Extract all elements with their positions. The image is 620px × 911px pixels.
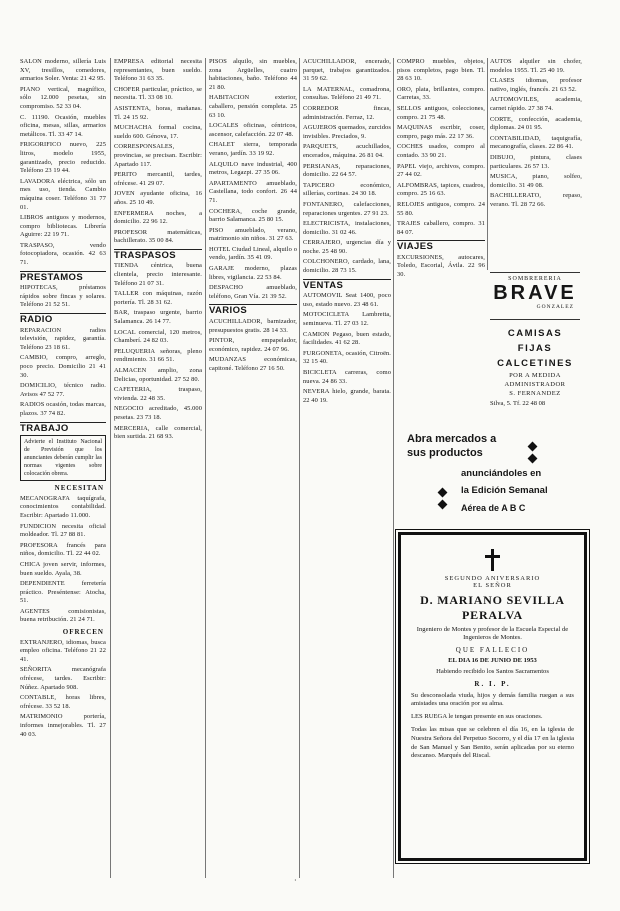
brave-logo-text: BRAVE xyxy=(493,282,577,304)
obituary-anniversary: SEGUNDO ANIVERSARIO xyxy=(444,575,541,582)
classified-ad: ASISTENTA, horas, mañanas. Tl. 24 15 92. xyxy=(114,104,202,121)
classified-ad: ACUCHILLADOR, encerado, parquet, trabajos garantizados. 31 59 62. xyxy=(303,58,391,83)
classified-ad: CAMION Pegaso, buen estado, facilidades. 41 62 28. xyxy=(303,330,391,347)
promo-line-3: anunciándoles en xyxy=(461,468,542,479)
shirts-line-3: CALCETINES xyxy=(497,358,573,369)
shirts-ad xyxy=(490,326,580,407)
classified-ad: BACHILLERATO, repaso, verano. Tl. 28 72 66. xyxy=(490,192,582,208)
classified-ad: ORO, plata, brillantes, compro. Carretas, 33. xyxy=(397,85,485,102)
obituary-details: Todas las misas que se celebren el día 16, en la iglesia de Nuestra Señora del Perpetuo Socorro, y el día 17 en la iglesia de San Manuel y San Benito, serán aplicadas por su eterno descanso. Marqués del Riscal. xyxy=(411,726,574,760)
promo-line-2: sus productos xyxy=(407,447,483,459)
classified-ad: MAQUINAS escribir, coser, compro, pago más. 22 17 36. xyxy=(397,124,485,140)
shirts-line-5: ADMINISTRADOR xyxy=(504,381,566,388)
promo-line-5: Aérea de A B C xyxy=(461,503,526,513)
classified-ad: TRASPASO, vendo fotocopiadora, ocasión. 42 63 71. xyxy=(20,241,106,267)
obituary-name-line-1: D. MARIANO SEVILLA xyxy=(420,593,565,607)
classifieds-column-2 xyxy=(114,58,202,898)
classified-ad: TAPICERO económico, sillerías, cortinas. 24 30 18. xyxy=(303,181,391,198)
diamond-ornament-icon xyxy=(438,488,448,498)
subheading-ofrecen: OFRECEN xyxy=(62,628,104,637)
classified-ad: AUTOMOVIL Seat 1400, poco uso, estado nuevo. 23 48 61. xyxy=(303,292,391,308)
diamond-ornament-icon xyxy=(528,442,538,452)
classified-ad: COMPRO muebles, objetos, pisos completos, pago bien. Tl. 28 63 10. xyxy=(397,58,485,83)
abc-air-edition-promo xyxy=(397,425,582,523)
classified-ad: CERRAJERO, urgencias día y noche. 25 48 90. xyxy=(303,239,391,255)
classified-ad: SELLOS antiguos, colecciones, compro. 21 75 48. xyxy=(397,104,485,121)
classified-ad: MATRIMONIO portería, informes inmejorables. Tl. 27 40 03. xyxy=(20,713,106,738)
classified-ad: HOTEL Ciudad Lineal, alquilo o vendo, jardín. 35 41 09. xyxy=(209,245,297,262)
section-heading-radio: RADIO xyxy=(20,313,106,325)
section-heading-trabajo: TRABAJO xyxy=(20,422,106,434)
classified-ad: APARTAMENTO amueblado, Castellana, todo confort. 26 44 71. xyxy=(209,179,297,204)
classified-ad: PINTOR, empapelador, económico, rapidez. 24 07 96. xyxy=(209,337,297,353)
classified-ad: SALON moderno, sillería Luis XV, tresillos, comedores, armarios Soler. Venta: 21 42 95. xyxy=(20,58,106,83)
cross-icon xyxy=(483,549,503,571)
classified-ad: AUTOS alquiler sin chofer, modelos 1955. Tl. 25 40 19. xyxy=(490,58,582,74)
classifieds-column-6 xyxy=(490,58,582,268)
classified-ad: DEPENDIENTE ferretería práctico. Preséntense: Atocha, 51. xyxy=(20,580,106,605)
classified-ad: CHOFER particular, práctico, se necesita. Tl. 33 08 10. xyxy=(114,85,202,102)
classified-ad: DESPACHO amueblado, teléfono, Gran Vía. 21 39 52. xyxy=(209,284,297,300)
classified-ad: NEGOCIO acreditado, 45.000 pesetas. 23 73 18. xyxy=(114,405,202,421)
classified-ad: TIENDA céntrica, buena clientela, precio interesante. Teléfono 21 07 31. xyxy=(114,262,202,287)
classified-ad: ALMACEN amplio, zona Delicias, oportunidad. 27 52 80. xyxy=(114,367,202,383)
classified-ad: DIBUJO, pintura, clases particulares. 26 57 13. xyxy=(490,153,582,170)
column-rule xyxy=(110,58,111,878)
shirts-line-4: POR A MEDIDA xyxy=(509,372,561,379)
section-heading-ventas: VENTAS xyxy=(303,279,391,291)
classified-ad: CONTABILIDAD, taquigrafía, mecanografía, clases. 22 86 41. xyxy=(490,134,582,151)
classified-ad: CONTABLE, horas libres, ofrécese. 33 52 18. xyxy=(20,694,106,710)
classified-ad: LAVADORA eléctrica, sólo un mes uso, tienda. Cambio máquina coser. Teléfono 31 77 01. xyxy=(20,177,106,211)
classified-ad: MUDANZAS económicas, capitoné. Teléfono 27 16 50. xyxy=(209,356,297,372)
classified-ad: LA MATERNAL, comadrona, consultas. Teléfono 21 49 71. xyxy=(303,85,391,102)
classified-ad: CLASES idiomas, profesor nativo, inglés, francés. 21 63 52. xyxy=(490,77,582,93)
classified-ad: EMPRESA editorial necesita representantes, buen sueldo. Teléfono 31 63 35. xyxy=(114,58,202,83)
classified-ad: RELOJES antiguos, compro. 24 55 80. xyxy=(397,200,485,217)
classified-ad: COCHERA, coche grande, barrio Salamanca. 25 80 15. xyxy=(209,207,297,224)
classified-ad: C. 11190. Ocasión, muebles oficina, mesas, sillas, armarios metálicos. Tl. 33 47 14. xyxy=(20,113,106,138)
classified-ad: FUNDICION necesita oficial moldeador. Tl. 27 88 81. xyxy=(20,522,106,539)
classified-ad: HIPOTECAS, préstamos rápidos sobre fincas y solares. Teléfono 21 52 51. xyxy=(20,284,106,309)
classified-ad: CAMBIO, compro, arreglo, poco precio. Domicilio 21 41 30. xyxy=(20,354,106,379)
classified-ad: PERSIANAS, reparaciones, domicilio. 22 64 57. xyxy=(303,162,391,179)
diamond-ornament-icon xyxy=(438,500,448,510)
classified-ad: ACUCHILLADOR, barnizador, presupuestos gratis. 28 14 33. xyxy=(209,318,297,334)
classified-ad: LIBROS antiguos y modernos, compro bibliotecas. Librería Aguirre: 22 19 71. xyxy=(20,214,106,239)
shirts-address: Silva, 5. Tf. 22 48 08 xyxy=(490,400,546,407)
section-heading-varios: VARIOS xyxy=(209,304,297,316)
classified-ad: ELECTRICISTA, instalaciones, domicilio. 31 02 46. xyxy=(303,220,391,236)
obituary-sacraments: Habiendo recibido los Santos Sacramentos xyxy=(436,668,549,676)
column-rule xyxy=(487,58,488,270)
classified-ad: TALLER con máquinas, razón portería. Tl. 28 31 62. xyxy=(114,290,202,306)
classified-ad: AGENTES comisionistas, buena retribución. 21 24 71. xyxy=(20,607,106,624)
classified-ad: PIANO vertical, magnífico, sólo 12.000 pesetas, sin compromiso. 52 33 04. xyxy=(20,85,106,110)
classified-ad: AGUJEROS quemados, zurcidos invisibles. Preciados, 9. xyxy=(303,124,391,140)
subheading-necesitan: NECESITAN xyxy=(54,484,104,493)
labor-notice: Advierte el Instituto Nacional de Previsión que los anunciantes deberán cumplir las normas vigentes sobre colocación obrera. xyxy=(20,435,106,481)
classified-ad: BAR, traspaso urgente, barrio Salamanca. 26 14 77. xyxy=(114,309,202,326)
column-rule xyxy=(205,58,206,878)
column-rule xyxy=(393,58,394,878)
classified-ad: CHALET sierra, temporada verano, jardín. 33 19 92. xyxy=(209,141,297,157)
section-heading-prestamos: PRESTAMOS xyxy=(20,271,106,283)
classified-ad: CHICA joven servir, informes, buen sueldo. Ayala, 38. xyxy=(20,560,106,577)
classified-ad: CAFETERIA, traspaso, vivienda. 22 48 35. xyxy=(114,386,202,402)
classifieds-column-5 xyxy=(397,58,485,418)
shirts-line-6: S. FERNANDEZ xyxy=(509,390,561,397)
classified-ad: PERITO mercantil, tardes, ofrécese. 41 29 07. xyxy=(114,171,202,187)
classifieds-column-1 xyxy=(20,58,106,898)
classified-ad: HABITACION exterior, caballero, pensión completa. 25 63 10. xyxy=(209,94,297,119)
classified-ad: CORTE, confección, academia, diplomas. 24 01 95. xyxy=(490,115,582,132)
classified-ad: CORREDOR fincas, administración. Ferraz, 12. xyxy=(303,104,391,121)
obituary-notice xyxy=(398,532,587,861)
classified-ad: GARAJE moderno, plazas libres, vigilancia. 22 53 84. xyxy=(209,265,297,281)
classified-ad: ALQUILO nave industrial, 400 metros, Legazpi. 27 35 06. xyxy=(209,160,297,177)
classified-ad: SEÑORITA mecanógrafa ofrécese, tardes. Escribir: Núñez. Apartado 908. xyxy=(20,666,106,691)
classified-ad: TRAJES caballero, compro. 31 84 07. xyxy=(397,220,485,236)
promo-line-1: Abra mercados a xyxy=(407,433,497,445)
classified-ad: PISOS alquilo, sin muebles, zona Argüelles, cuatro habitaciones, baño. Teléfono 44 21 80. xyxy=(209,58,297,91)
brave-top-label: SOMBRERERIA xyxy=(508,276,562,282)
classified-ad: PROFESORA francés para niños, domicilio. Tl. 22 44 02. xyxy=(20,541,106,558)
shirts-line-2: FIJAS xyxy=(517,343,553,354)
classified-ad: EXTRANJERO, idiomas, busca empleo oficina. Teléfono 21 22 41. xyxy=(20,638,106,663)
obituary-masses: LES RUEGA le tengan presente en sus oraciones. xyxy=(411,713,543,721)
classified-ad: LOCALES oficinas, céntricos, ascensor, calefacción. 22 07 48. xyxy=(209,122,297,138)
shirts-line-1: CAMISAS xyxy=(507,328,563,339)
classified-ad: PARQUETS, acuchillados, encerados, máquina. 26 81 04. xyxy=(303,143,391,159)
classified-ad: LOCAL comercial, 120 metros, Chamberí. 24 82 03. xyxy=(114,328,202,345)
section-heading-viajes: VIAJES xyxy=(397,240,485,252)
classified-ad: PISO amueblado, verano, matrimonio sin niños. 31 27 63. xyxy=(209,226,297,243)
page-footer-mark: · xyxy=(294,876,297,885)
brave-hat-shop-ad xyxy=(490,272,580,320)
classified-ad: COCHES usados, compro al contado. 33 90 21. xyxy=(397,143,485,159)
brave-bottom-label: GONZALEZ xyxy=(536,304,574,310)
obituary-role: Ingeniero de Montes y profesor de la Escuela Especial de Ingenieros de Montes. xyxy=(416,626,569,642)
classified-ad: ALFOMBRAS, tapices, cuadros, compro. 25 16 63. xyxy=(397,181,485,198)
obituary-name-line-2: PERALVA xyxy=(462,608,523,622)
classified-ad: JOVEN ayudante oficina, 16 años. 25 10 49. xyxy=(114,190,202,206)
diamond-ornament-icon xyxy=(528,454,538,464)
classified-ad: MERCERIA, calle comercial, bien surtida. 21 68 93. xyxy=(114,424,202,441)
classified-ad: NEVERA hielo, grande, barata. 22 40 19. xyxy=(303,388,391,404)
classified-ad: RADIOS ocasión, todas marcas, plazos. 37 74 82. xyxy=(20,401,106,417)
classifieds-column-3 xyxy=(209,58,297,898)
classified-ad: FONTANERO, calefacciones, reparaciones urgentes. 27 91 23. xyxy=(303,200,391,217)
classifieds-column-4 xyxy=(303,58,391,898)
obituary-family: Su desconsolada viuda, hijos y demás familia ruegan a sus amistades una oración por su alma. xyxy=(411,691,574,708)
classified-ad: PROFESOR matemáticas, bachillerato. 35 00 84. xyxy=(114,228,202,245)
obituary-died-label: QUE FALLECIO xyxy=(455,645,530,654)
classified-ad: FRIGORIFICO nuevo, 225 litros, modelo 1955, garantizado, precio reducido. Teléfono 23 19 44. xyxy=(20,141,106,175)
classified-ad: DOMICILIO, técnico radio. Avisos 47 52 77. xyxy=(20,382,106,398)
obituary-died-date: EL DIA 16 DE JUNIO DE 1953 xyxy=(448,656,537,664)
classified-ad: CORRESPONSALES, provincias, se precisan. Escribir: Apartado 117. xyxy=(114,143,202,168)
classified-ad: EXCURSIONES, autocares, Toledo, Escorial, Ávila. 22 96 30. xyxy=(397,253,485,279)
section-heading-traspasos: TRASPASOS xyxy=(114,249,202,261)
classified-ad: COLCHONERO, cardado, lana, domicilio. 28 73 15. xyxy=(303,258,391,275)
obituary-honorific: EL SEÑOR xyxy=(473,582,512,589)
classified-ad: MECANOGRAFA taquígrafa, conocimientos contabilidad. Escribir: Apartado 11.000. xyxy=(20,494,106,519)
promo-line-4: la Edición Semanal xyxy=(461,485,548,496)
classified-ad: PELUQUERIA señoras, pleno rendimiento. 31 66 51. xyxy=(114,347,202,364)
classified-ad: MUCHACHA formal cocina, sueldo 600. Génova, 17. xyxy=(114,124,202,140)
classified-ad: MUSICA, piano, solfeo, domicilio. 31 49 08. xyxy=(490,173,582,189)
classified-ad: PAPEL viejo, archivos, compro. 27 44 02. xyxy=(397,162,485,179)
classified-ad: BICICLETA carreras, como nueva. 24 86 33. xyxy=(303,369,391,385)
column-rule xyxy=(299,58,300,878)
classified-ad: FURGONETA, ocasión, Citroën. 32 15 40. xyxy=(303,349,391,366)
obituary-rip: R. I. P. xyxy=(474,679,511,688)
classified-ad: AUTOMOVILES, academia, carnet rápido. 27 38 74. xyxy=(490,96,582,112)
classified-ad: ENFERMERA noches, a domicilio. 22 96 12. xyxy=(114,209,202,226)
classified-ad: MOTOCICLETA Lambretta, seminueva. Tl. 27 03 12. xyxy=(303,311,391,328)
classified-ad: REPARACION radios televisión, rapidez, garantía. Teléfono 23 18 61. xyxy=(20,326,106,351)
